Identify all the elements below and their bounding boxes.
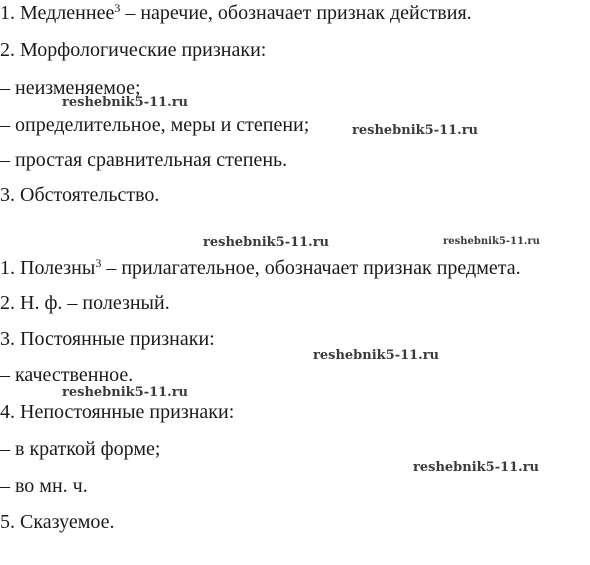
line-1-2: 2. Морфологические признаки:	[0, 39, 267, 61]
line-2-2: 2. Н. ф. – полезный.	[0, 292, 170, 314]
watermark: reshebnik5-11.ru	[443, 236, 540, 247]
line-1-1-rest: – наречие, обозначает признак действия.	[120, 2, 472, 24]
line-1-1-text: 1. Медленнее	[0, 2, 115, 24]
line-2-1-text: 1. Полезны	[0, 257, 96, 279]
line-2-7: – во мн. ч.	[0, 475, 88, 497]
line-2-6: – в краткой форме;	[0, 438, 161, 460]
line-1-6: 3. Обстоятельство.	[0, 184, 160, 206]
line-1-1	[0, 1, 472, 25]
watermark: reshebnik5-11.ru	[62, 95, 189, 110]
line-2-4: – качественное.	[0, 364, 134, 386]
line-1-5: – простая сравнительная степень.	[0, 149, 288, 171]
watermark: reshebnik5-11.ru	[313, 348, 440, 363]
watermark: reshebnik5-11.ru	[203, 235, 330, 250]
line-2-3: 3. Постоянные признаки:	[0, 328, 215, 350]
watermark: reshebnik5-11.ru	[413, 460, 540, 475]
line-2-1	[0, 256, 521, 280]
watermark: reshebnik5-11.ru	[62, 385, 189, 400]
line-2-8: 5. Сказуемое.	[0, 511, 115, 533]
watermark: reshebnik5-11.ru	[352, 123, 479, 138]
footnote-marker: 3	[114, 1, 121, 15]
line-1-3: – неизменяемое;	[0, 77, 141, 99]
footnote-marker: 3	[95, 256, 102, 270]
line-2-5: 4. Непостоянные признаки:	[0, 401, 235, 423]
line-1-4: – определительное, меры и степени;	[0, 114, 310, 136]
line-2-1-rest: – прилагательное, обозначает признак предмета.	[101, 257, 521, 279]
